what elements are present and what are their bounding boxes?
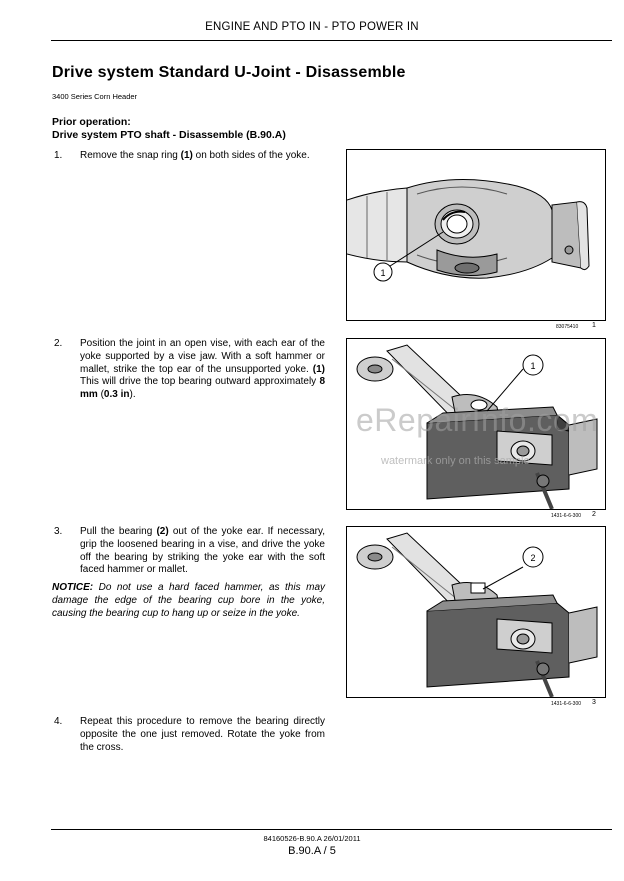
notice: NOTICE: Do not use a hard faced hammer, as this may damage the edge of the bearing cup bore in the yoke, causing the bearing cup to hang up or seize in the yoke. [52, 582, 325, 619]
step-text: Pull the bearing (2) out of the yoke ear. If necessary, grip the loosened bearing in a vise, and drive the yoke off the bearing by striking the yoke ear with the soft faced hammer or mallet. [80, 526, 325, 576]
step-text: Position the joint in an open vise, with each ear of the yoke supported by a vise jaw. With a soft hammer or mallet, strike the top ear of the unsupported yoke. (1) This will drive the top bearing outward approximately 8 mm (0.3 in). [80, 338, 325, 401]
step-number: 3. [54, 526, 63, 537]
running-header: ENGINE AND PTO IN - PTO POWER IN [205, 21, 419, 33]
figure-3-illustration [346, 526, 606, 698]
step-number: 2. [54, 338, 63, 349]
step-text: Remove the snap ring (1) on both sides of the yoke. [80, 150, 310, 161]
step-number: 1. [54, 150, 63, 161]
notice-label: NOTICE: [52, 582, 94, 593]
watermark-site: eRepairInfo.com [356, 402, 599, 438]
figure-number: 1 [592, 322, 596, 329]
figure-1-illustration [346, 149, 606, 321]
figure-callout: 2 [530, 553, 536, 563]
prior-operation-link[interactable]: Drive system PTO shaft - Disassemble (B.90.A) [52, 129, 286, 141]
section-subtitle: 3400 Series Corn Header [52, 92, 138, 101]
step-text: Repeat this procedure to remove the bearing directly opposite the one just removed. Rotate the yoke from the cross. [80, 716, 325, 753]
footer-doc-code: 84160526-B.90.A 26/01/2011 [263, 834, 361, 843]
figure-code: 83075410 [556, 324, 579, 330]
step-number: 4. [54, 716, 63, 727]
figure-number: 2 [592, 511, 596, 518]
figure-number: 3 [592, 699, 596, 706]
figure-callout: 1 [530, 361, 536, 371]
header-rule [51, 40, 612, 41]
bearing-removal-drawing [347, 527, 605, 697]
prior-operation [52, 116, 286, 142]
prior-operation-label: Prior operation: [52, 116, 131, 128]
u-joint-snap-ring-drawing [347, 150, 605, 320]
figure-callout: 1 [380, 268, 386, 278]
watermark-note: watermark only on this sample [381, 455, 530, 467]
footer-rule [51, 829, 612, 830]
figure-code: 1431-6-6-300 [551, 513, 582, 519]
footer-page-number: B.90.A / 5 [288, 845, 336, 857]
section-title: Drive system Standard U-Joint - Disassemble [52, 64, 406, 81]
figure-code: 1431-6-6-300 [551, 701, 582, 707]
